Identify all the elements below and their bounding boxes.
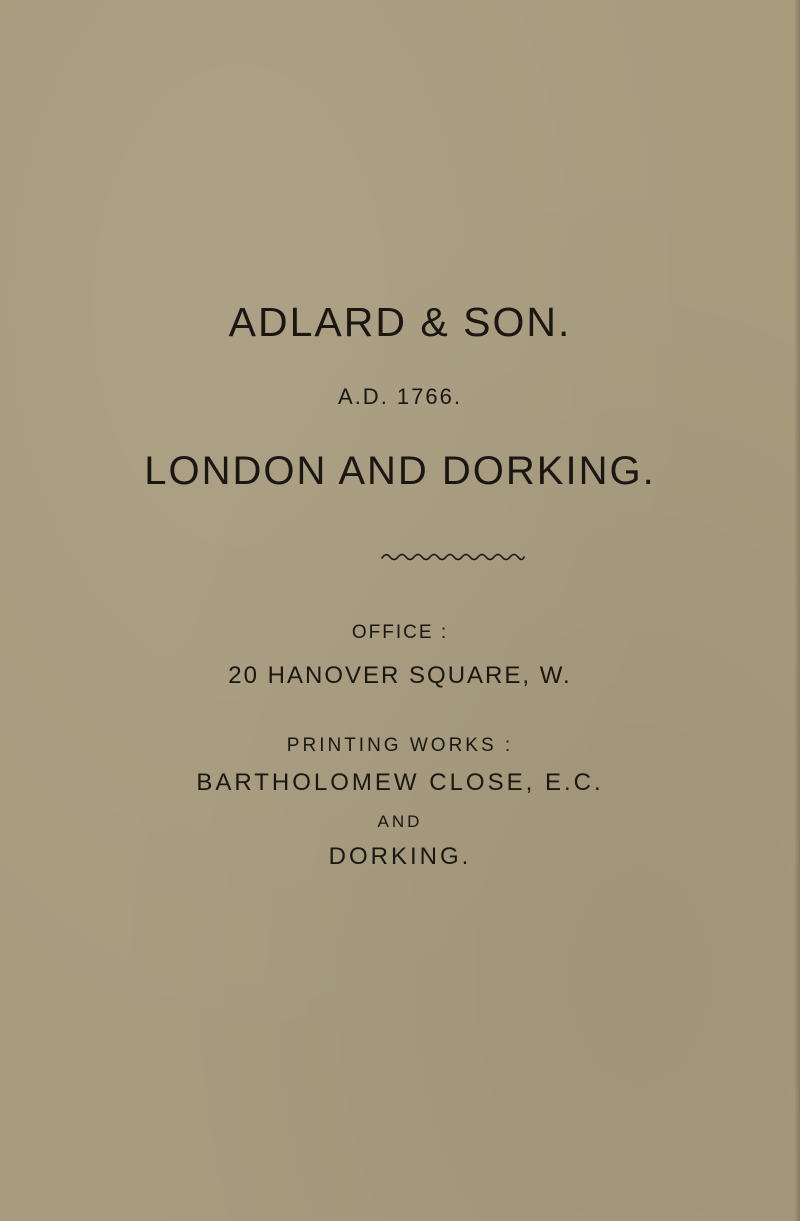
printing-works-label: PRINTING WORKS :	[286, 735, 514, 756]
wavy-rule-icon	[380, 549, 526, 563]
office-label: OFFICE :	[351, 622, 449, 643]
printing-works-address: BARTHOLOMEW CLOSE, E.C.	[196, 769, 604, 796]
city-names: LONDON AND DORKING.	[144, 449, 656, 493]
firm-name: ADLARD & SON.	[228, 299, 572, 345]
page-edge-shadow	[794, 0, 800, 1221]
office-address: 20 HANOVER SQUARE, W.	[228, 662, 572, 689]
founding-year: A.D. 1766.	[338, 384, 462, 409]
printing-works-town: DORKING.	[328, 843, 472, 870]
conjunction-and: AND	[377, 812, 423, 831]
